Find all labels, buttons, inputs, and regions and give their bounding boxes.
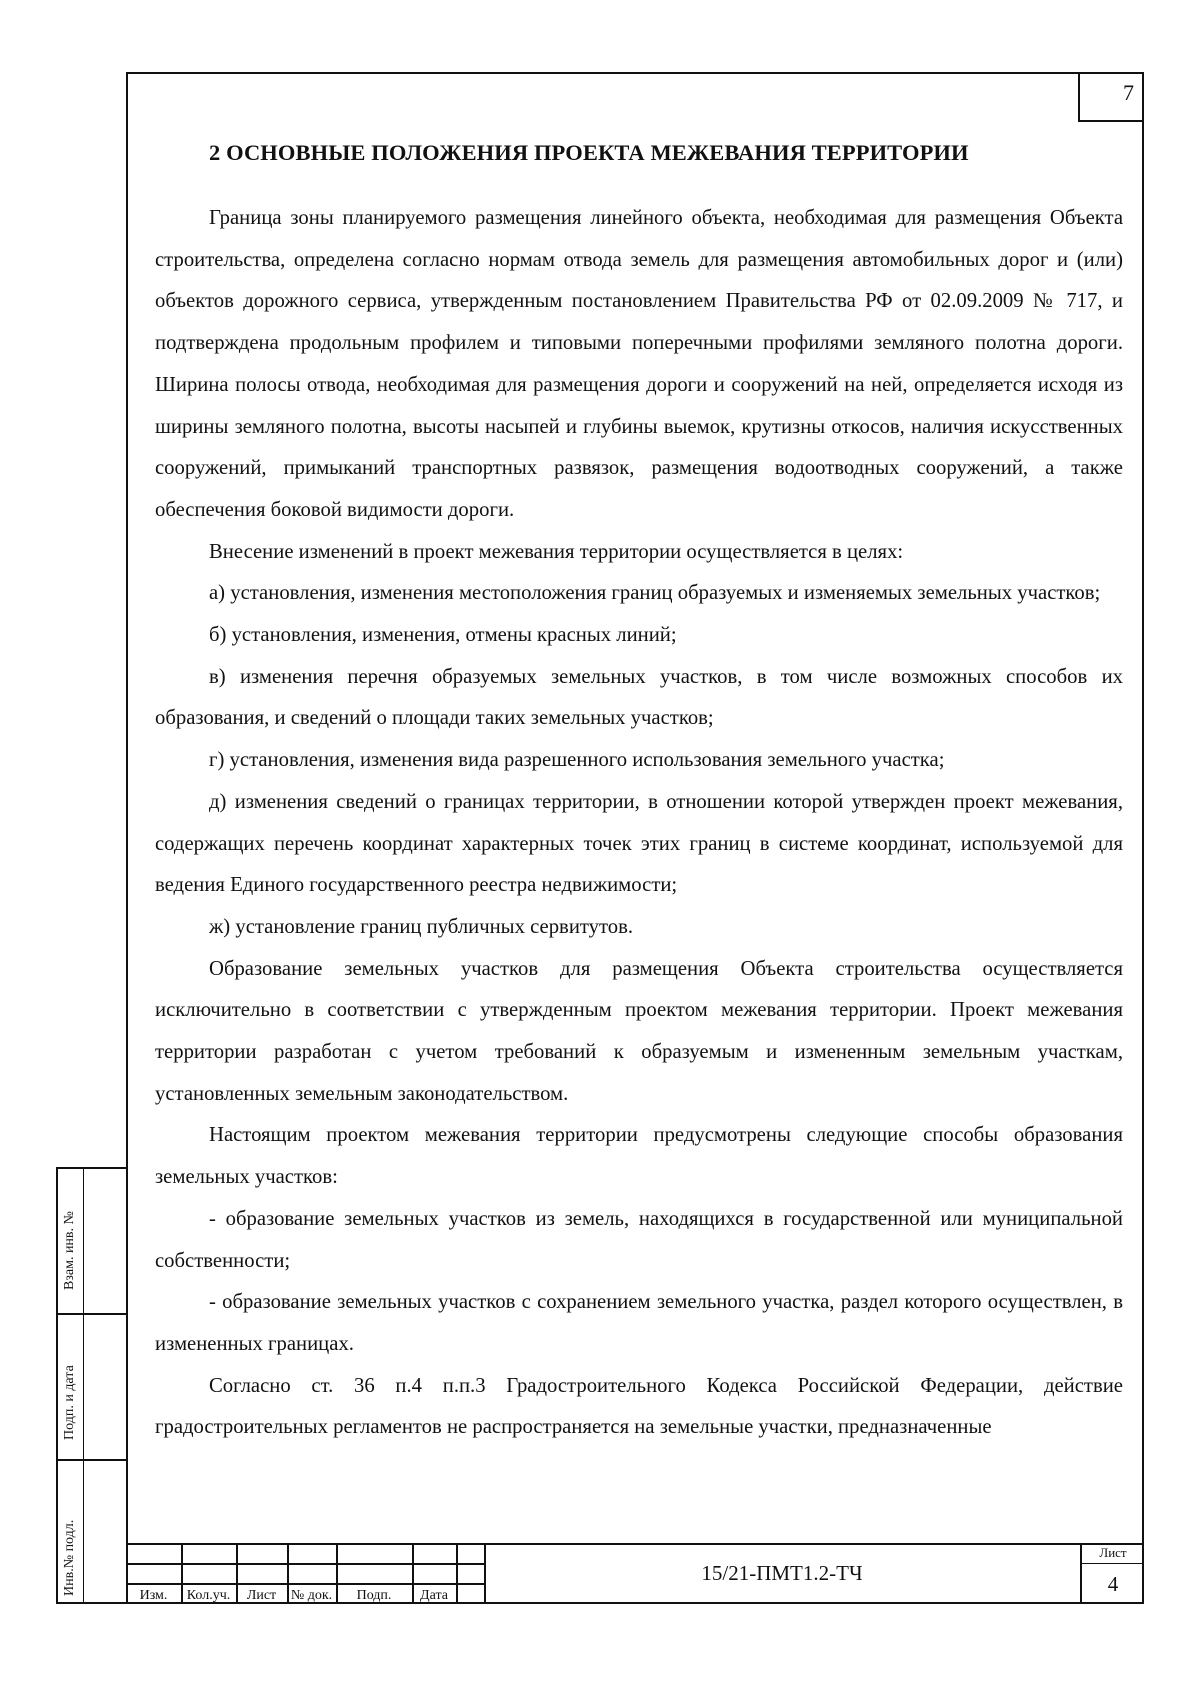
paragraph: ж) установление границ публичных сервитутов. xyxy=(209,915,634,938)
col-podp: Подп. xyxy=(356,1588,392,1603)
paragraph: д) изменения сведений о границах территории, в отношении которой утвержден проект межевания, содержащих перечень координат характерных точек этих границ в системе координат, используемой для ведения Единого государственного реестра недвижимости; xyxy=(155,790,1123,897)
sheet-label: Лист xyxy=(1082,1543,1144,1564)
sheet-number: 4 xyxy=(1107,1572,1119,1596)
col-data: Дата xyxy=(420,1588,448,1603)
title-block-grid xyxy=(126,1543,484,1604)
body-text xyxy=(155,198,1123,1449)
side-stamp-row-line xyxy=(56,1313,126,1315)
sheet-box xyxy=(1080,1543,1144,1604)
side-stamp-vzam-inv: Взам. инв. № xyxy=(62,1211,77,1290)
document-content xyxy=(155,140,1123,1449)
col-list: Лист xyxy=(246,1588,277,1603)
side-stamp-row-line xyxy=(56,1459,126,1461)
paragraph: в) изменения перечня образуемых земельных участков, в том числе возможных способов их образования, и сведений о площади таких земельных участков; xyxy=(155,665,1123,730)
col-no-dok: № док. xyxy=(290,1588,333,1603)
paragraph: - образование земельных участков с сохранением земельного участка, раздел которого осуществлен, в измененных границах. xyxy=(155,1291,1123,1355)
side-stamp-podp-data: Подп. и дата xyxy=(62,1365,77,1440)
paragraph: Внесение изменений в проект межевания территории осуществляется в целях: xyxy=(209,540,904,563)
col-kol-uch: Кол.уч. xyxy=(186,1588,231,1603)
paragraph: б) установления, изменения, отмены красных линий; xyxy=(209,624,677,647)
paragraph: г) установления, изменения вида разрешенного использования земельного участка; xyxy=(209,749,945,772)
paragraph: Образование земельных участков для размещения Объекта строительства осуществляется исключительно в соответствии с утвержденным проектом межевания территории. Проект межевания территории разработан с учетом требований к образуемым и измененным земельным участкам, установленных земельным законодательством. xyxy=(155,957,1123,1105)
col-izm: Изм. xyxy=(139,1588,168,1603)
paragraph: а) установления, изменения местоположения границ образуемых и изменяемых земельных участков; xyxy=(209,582,1101,605)
paragraph: Граница зоны планируемого размещения линейного объекта, необходимая для размещения Объекта строительства, определена согласно нормам отвода земель для размещения автомобильных дорог и (или) объектов дорожного сервиса, утвержденным постановлением Правительства РФ от 02.09.2009 № 717, и подтверждена продольным профилем и типовыми поперечными профилями земляного полотна дороги. Ширина полосы отвода, необходимая для размещения дороги и сооружений на ней, определяется исходя из ширины земляного полотна, высоты насыпей и глубины выемок, крутизны откосов, наличия искусственных сооружений, примыканий транспортных развязок, размещения водоотводных сооружений, а также обеспечения боковой видимости дороги. xyxy=(155,207,1123,521)
page-number: 7 xyxy=(1078,72,1144,122)
document-code: 15/21-ПМТ1.2-ТЧ xyxy=(701,1561,863,1585)
paragraph: Согласно ст. 36 п.4 п.п.3 Градостроительного Кодекса Российской Федерации, действие градостроительных регламентов не распространяется на земельные участки, предназначенные xyxy=(155,1374,1123,1439)
paragraph: Настоящим проектом межевания территории предусмотрены следующие способы образования земельных участков: xyxy=(155,1124,1123,1189)
side-stamp-inv-podl: Инв.№ подл. xyxy=(62,1519,77,1596)
section-heading: 2 ОСНОВНЫЕ ПОЛОЖЕНИЯ ПРОЕКТА МЕЖЕВАНИЯ ТЕРРИТОРИИ xyxy=(209,140,969,165)
paragraph: - образование земельных участков из земель, находящихся в государственной или муниципальной собственности; xyxy=(155,1207,1123,1272)
